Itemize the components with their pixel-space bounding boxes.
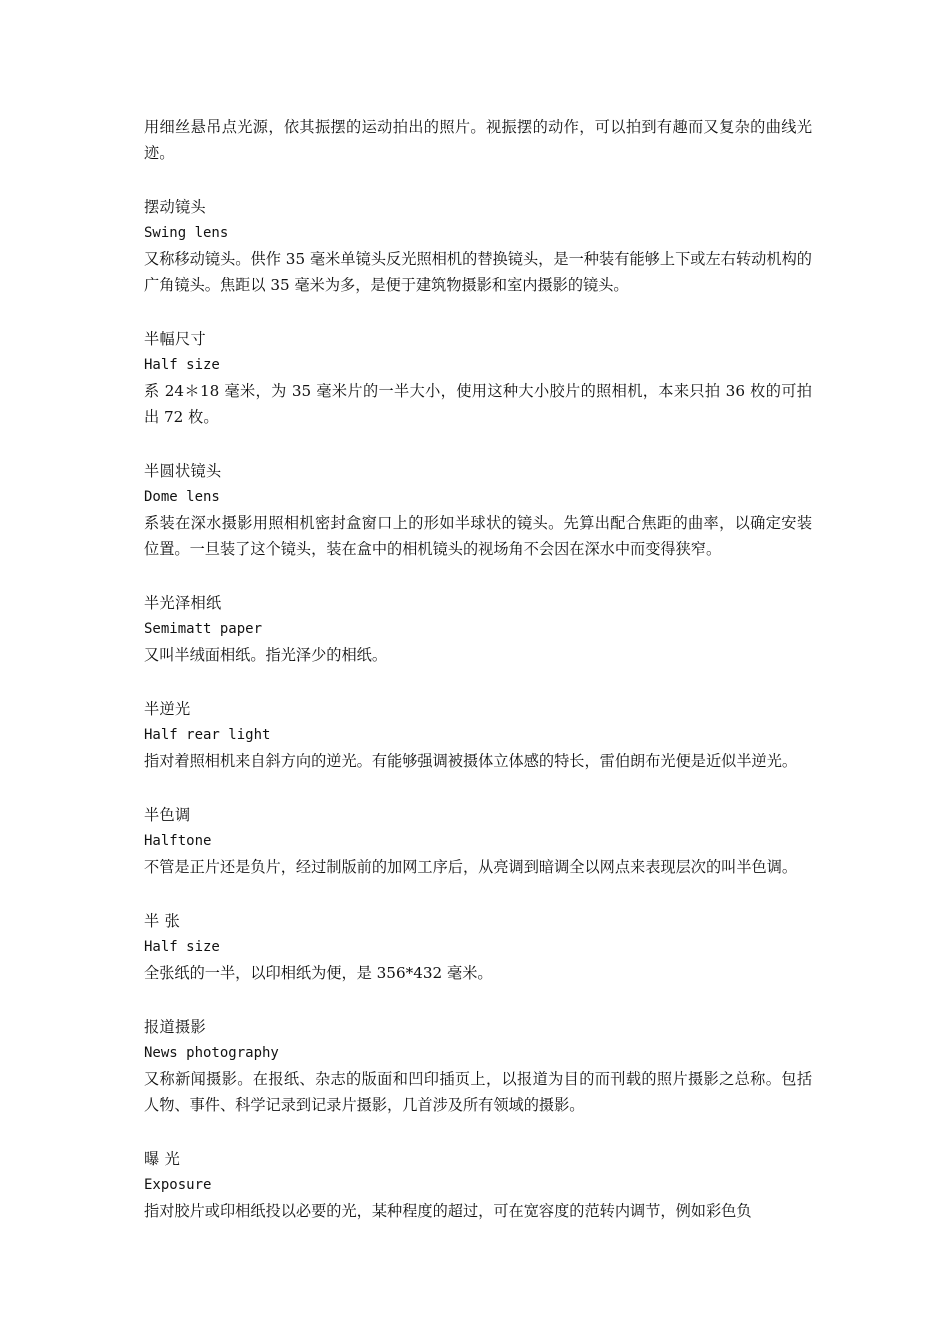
entry-definition: 指对着照相机来自斜方向的逆光。有能够强调被摄体立体感的特长，雷伯朗布光便是近似半逆光。 [144,752,798,770]
entry-english: Exposure [144,1177,212,1193]
entry-definition: 指对胶片或印相纸投以必要的光，某种程度的超过，可在宽容度的范转内调节，例如彩色负 [144,1202,752,1220]
entry-english: Swing lens [144,225,229,241]
entry-definition: 系 24＊18 毫米，为 35 毫米片的一半大小，使用这种大小胶片的照相机，本来只拍 36 枚的可拍出 72 枚。 [144,382,812,426]
entry-english: Half rear light [144,727,271,743]
glossary-entry [144,326,812,430]
entry-english: Halftone [144,833,212,849]
glossary-entry [144,908,812,986]
entry-definition: 系装在深水摄影用照相机密封盒窗口上的形如半球状的镜头。先算出配合焦距的曲率，以确定安装位置。一旦装了这个镜头，装在盒中的相机镜头的视场角不会因在深水中而变得狭窄。 [144,514,812,558]
entry-term: 摆动镜头 [144,198,206,216]
document-page [144,114,812,1252]
entry-term: 半 张 [144,912,181,930]
entry-english: Half size [144,357,220,373]
glossary-entry [144,458,812,562]
entry-term: 半圆状镜头 [144,462,222,480]
glossary-entry [144,194,812,298]
glossary-entry [144,590,812,668]
entry-term: 半光泽相纸 [144,594,222,612]
entry-definition: 全张纸的一半，以印相纸为便，是 356*432 毫米。 [144,964,493,982]
entry-english: Half size [144,939,220,955]
entry-english: Dome lens [144,489,220,505]
entry-definition: 又叫半绒面相纸。指光泽少的相纸。 [144,646,387,664]
entry-term: 曝 光 [144,1150,181,1168]
entry-term: 报道摄影 [144,1018,206,1036]
entry-definition: 又称移动镜头。供作 35 毫米单镜头反光照相机的替换镜头，是一种装有能够上下或左右转动机构的广角镜头。焦距以 35 毫米为多，是便于建筑物摄影和室内摄影的镜头。 [144,250,812,294]
entry-definition: 又称新闻摄影。在报纸、杂志的版面和凹印插页上，以报道为目的而刊载的照片摄影之总称。包括人物、事件、科学记录到记录片摄影，几首涉及所有领域的摄影。 [144,1070,812,1114]
glossary-entry [144,696,812,774]
lead-paragraph: 用细丝悬吊点光源，依其振摆的运动拍出的照片。视振摆的动作，可以拍到有趣而又复杂的曲线光迹。 [144,118,812,162]
entry-definition: 不管是正片还是负片，经过制版前的加网工序后，从亮调到暗调全以网点来表现层次的叫半色调。 [144,858,798,876]
entry-english: Semimatt paper [144,621,263,637]
glossary-entry [144,802,812,880]
glossary-entry [144,1146,812,1224]
glossary-entry [144,1014,812,1118]
entry-english: News photography [144,1045,279,1061]
entry-term: 半色调 [144,806,191,824]
entry-term: 半幅尺寸 [144,330,206,348]
entry-term: 半逆光 [144,700,191,718]
